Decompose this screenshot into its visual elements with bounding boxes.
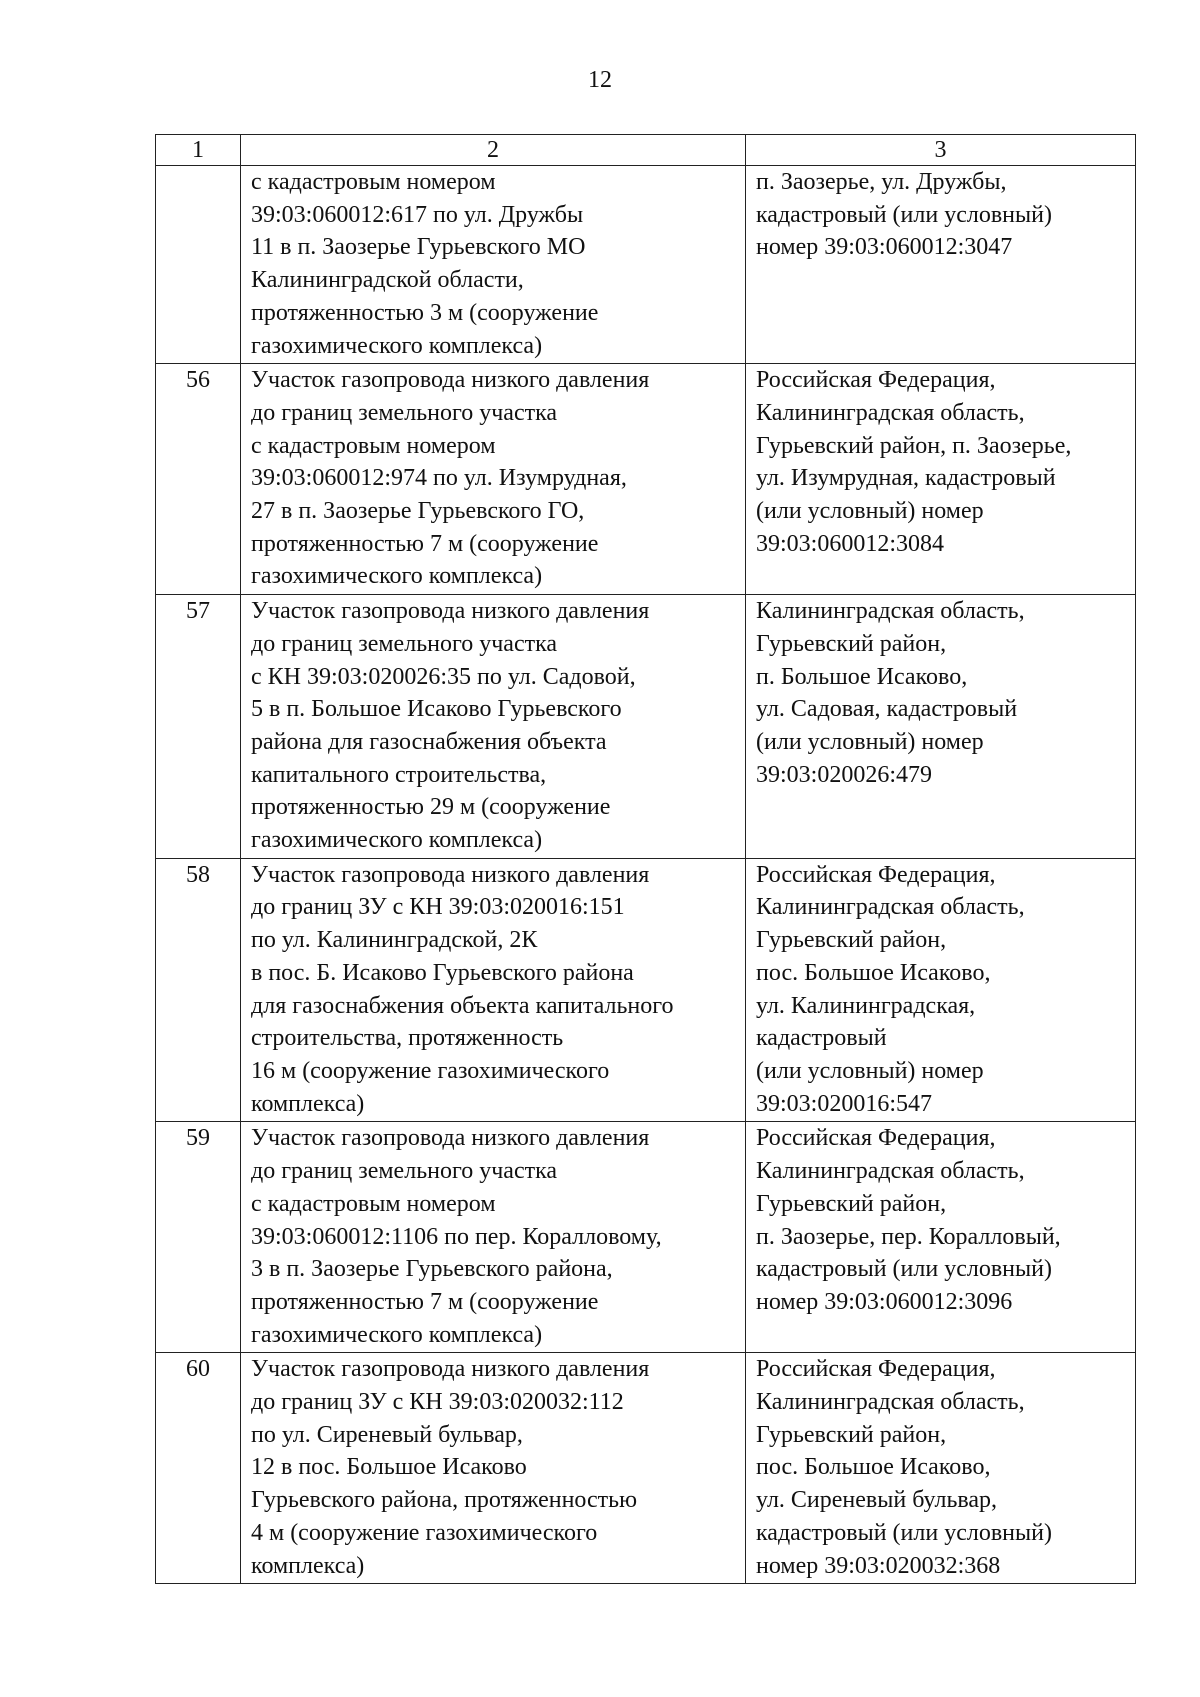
description-line: с кадастровым номером <box>251 432 496 459</box>
location-line: 39:03:020026:479 <box>756 761 933 788</box>
table-row <box>156 595 1136 859</box>
object-description-cell <box>241 364 746 595</box>
description-line: 39:03:060012:617 по ул. Дружбы <box>251 201 584 228</box>
description-line: газохимического комплекса) <box>251 827 543 854</box>
registry-table <box>155 134 1136 1584</box>
object-description-cell <box>241 595 746 859</box>
location-cell <box>746 1122 1136 1353</box>
location-line: пос. Большое Исаково, <box>756 959 991 986</box>
location-line: (или условный) номер <box>756 1057 984 1084</box>
location-line: номер 39:03:060012:3096 <box>756 1288 1013 1315</box>
location-line: Гурьевский район, <box>756 1421 947 1448</box>
location-line: ул. Сиреневый бульвар, <box>756 1487 998 1514</box>
column-header-2: 2 <box>241 135 746 166</box>
object-description-cell <box>241 1353 746 1584</box>
location-cell <box>746 858 1136 1122</box>
location-line: ул. Калининградская, <box>756 992 976 1019</box>
description-line: Участок газопровода низкого давления <box>251 598 650 625</box>
description-line: 39:03:060012:1106 по пер. Коралловому, <box>251 1223 662 1250</box>
location-line: п. Заозерье, ул. Дружбы, <box>756 169 1007 195</box>
object-description-cell <box>241 1122 746 1353</box>
location-line: Калининградская область, <box>756 1389 1025 1416</box>
row-number: 57 <box>156 595 241 859</box>
description-line: в пос. Б. Исаково Гурьевского района <box>251 959 634 986</box>
location-line: п. Большое Исаково, <box>756 663 968 690</box>
location-line: кадастровый (или условный) <box>756 1519 1052 1546</box>
description-line: комплекса) <box>251 1552 365 1579</box>
location-line: Российская Федерация, <box>756 1356 996 1383</box>
description-line: капитального строительства, <box>251 761 547 788</box>
location-line: Гурьевский район, <box>756 927 947 954</box>
location-line: Российская Федерация, <box>756 367 996 394</box>
description-line: с кадастровым номером <box>251 1190 496 1217</box>
location-line: Российская Федерация, <box>756 1125 996 1152</box>
location-line: номер 39:03:060012:3047 <box>756 234 1013 261</box>
location-line: Гурьевский район, <box>756 630 947 657</box>
location-line: ул. Изумрудная, кадастровый <box>756 465 1056 492</box>
description-line: 5 в п. Большое Исаково Гурьевского <box>251 696 622 723</box>
location-line: Российская Федерация, <box>756 861 996 888</box>
description-line: Калининградской области, <box>251 267 524 294</box>
location-line: Калининградская область, <box>756 1158 1025 1185</box>
table-row <box>156 166 1136 364</box>
column-header-3: 3 <box>746 135 1136 166</box>
row-number: 56 <box>156 364 241 595</box>
description-line: до границ земельного участка <box>251 1158 558 1185</box>
description-line: протяженностью 7 м (сооружение <box>251 1288 599 1315</box>
description-line: газохимического комплекса) <box>251 332 543 359</box>
table-body <box>156 166 1136 1584</box>
row-number <box>156 166 241 364</box>
column-header-1: 1 <box>156 135 241 166</box>
description-line: газохимического комплекса) <box>251 1321 543 1348</box>
row-number: 59 <box>156 1122 241 1353</box>
location-line: кадастровый (или условный) <box>756 201 1052 228</box>
description-line: до границ ЗУ с КН 39:03:020016:151 <box>251 894 625 921</box>
description-line: газохимического комплекса) <box>251 563 543 590</box>
location-line: Гурьевский район, <box>756 1190 947 1217</box>
location-line: Калининградская область, <box>756 598 1025 625</box>
description-line: строительства, протяженность <box>251 1025 564 1052</box>
description-line: до границ земельного участка <box>251 630 558 657</box>
description-line: Участок газопровода низкого давления <box>251 1356 650 1383</box>
description-line: Участок газопровода низкого давления <box>251 1125 650 1152</box>
row-number: 60 <box>156 1353 241 1584</box>
location-line: Гурьевский район, п. Заозерье, <box>756 432 1072 459</box>
description-line: 3 в п. Заозерье Гурьевского района, <box>251 1256 613 1283</box>
description-line: комплекса) <box>251 1090 365 1117</box>
location-cell <box>746 166 1136 364</box>
description-line: протяженностью 29 м (сооружение <box>251 794 611 821</box>
description-line: с КН 39:03:020026:35 по ул. Садовой, <box>251 663 636 690</box>
table-header-row <box>156 135 1136 166</box>
location-line: пос. Большое Исаково, <box>756 1454 991 1481</box>
location-line: (или условный) номер <box>756 498 984 525</box>
description-line: с кадастровым номером <box>251 169 496 195</box>
table-row <box>156 1122 1136 1353</box>
description-line: для газоснабжения объекта капитального <box>251 992 674 1019</box>
object-description-cell <box>241 858 746 1122</box>
description-line: 16 м (сооружение газохимического <box>251 1057 610 1084</box>
description-line: Гурьевского района, протяженностью <box>251 1487 638 1514</box>
location-line: (или условный) номер <box>756 728 984 755</box>
table-row <box>156 858 1136 1122</box>
location-line: п. Заозерье, пер. Коралловый, <box>756 1223 1061 1250</box>
object-description-cell <box>241 166 746 364</box>
description-line: 4 м (сооружение газохимического <box>251 1519 598 1546</box>
row-number: 58 <box>156 858 241 1122</box>
description-line: 12 в пос. Большое Исаково <box>251 1454 527 1481</box>
location-line: кадастровый (или условный) <box>756 1256 1052 1283</box>
location-line: 39:03:020016:547 <box>756 1090 933 1117</box>
description-line: 11 в п. Заозерье Гурьевского МО <box>251 234 586 261</box>
description-line: по ул. Калининградской, 2К <box>251 927 538 954</box>
description-line: по ул. Сиреневый бульвар, <box>251 1421 523 1448</box>
description-line: до границ ЗУ с КН 39:03:020032:112 <box>251 1389 624 1416</box>
location-line: Калининградская область, <box>756 399 1025 426</box>
table-row <box>156 1353 1136 1584</box>
description-line: Участок газопровода низкого давления <box>251 367 650 394</box>
location-cell <box>746 595 1136 859</box>
description-line: Участок газопровода низкого давления <box>251 861 650 888</box>
location-cell <box>746 1353 1136 1584</box>
description-line: района для газоснабжения объекта <box>251 728 607 755</box>
description-line: протяженностью 3 м (сооружение <box>251 299 599 326</box>
description-line: протяженностью 7 м (сооружение <box>251 530 599 557</box>
location-line: кадастровый <box>756 1025 887 1052</box>
page-number: 12 <box>588 67 612 93</box>
description-line: 27 в п. Заозерье Гурьевского ГО, <box>251 498 585 525</box>
table-row <box>156 364 1136 595</box>
location-line: Калининградская область, <box>756 894 1025 921</box>
location-cell <box>746 364 1136 595</box>
description-line: 39:03:060012:974 по ул. Изумрудная, <box>251 465 627 492</box>
location-line: 39:03:060012:3084 <box>756 530 945 557</box>
description-line: до границ земельного участка <box>251 399 558 426</box>
location-line: номер 39:03:020032:368 <box>756 1552 1001 1579</box>
location-line: ул. Садовая, кадастровый <box>756 696 1018 723</box>
